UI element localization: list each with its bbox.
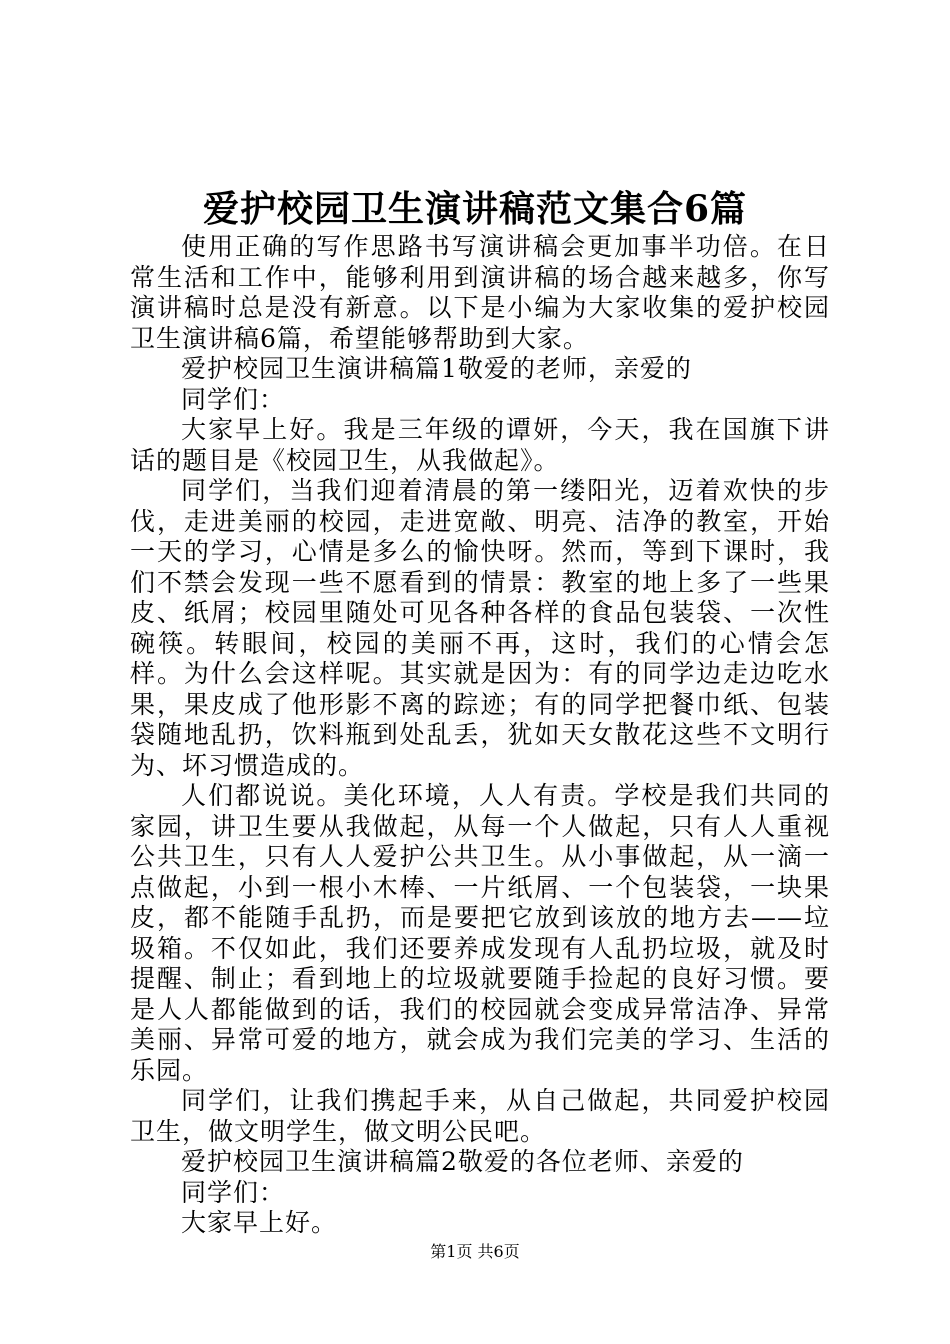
paragraph-intro: 使用正确的写作思路书写演讲稿会更加事半功倍。在日常生活和工作中，能够利用到演讲稿的场合越来越多，你写演讲稿时总是没有新意。以下是小编为大家收集的爱护校园卫生演讲稿6篇，希望能够帮助到大家。 — [130, 232, 830, 353]
document-body — [130, 232, 830, 1239]
paragraph-speech1-greeting: 大家早上好。我是三年级的谭妍，今天，我在国旗下讲话的题目是《校园卫生，从我做起》。 — [130, 415, 830, 475]
paragraph-speech1-salutation: 同学们： — [181, 384, 286, 414]
paragraph-speech1-body-1: 同学们，当我们迎着清晨的第一缕阳光，迈着欢快的步伐，走进美丽的校园，走进宽敞、明亮、洁净的教室，开始一天的学习，心情是多么的愉快呀。然而，等到下课时，我们不禁会发现一些不愿看到的情景：教室的地上多了一些果皮、纸屑；校园里随处可见各种各样的食品包装袋、一次性碗筷。转眼间，校园的美丽不再，这时，我们的心情会怎样。为什么会这样呢。其实就是因为：有的同学边走边吃水果，果皮成了他形影不离的踪迹；有的同学把餐巾纸、包装袋随地乱扔，饮料瓶到处乱丢，犹如天女散花这些不文明行为、坏习惯造成的。 — [130, 476, 830, 780]
paragraph-speech2-greeting: 大家早上好。 — [181, 1208, 338, 1237]
document-title: 爱护校园卫生演讲稿范文集合6篇 — [202, 188, 748, 230]
paragraph-speech1-body-2: 人们都说说。美化环境，人人有责。学校是我们共同的家园，讲卫生要从我做起，从每一个人做起，只有人人重视公共卫生，只有人人爱护公共卫生。从小事做起，从一滴一点做起，小到一根小木棒、一片纸屑、一个包装袋，一块果皮，都不能随手乱扔，而是要把它放到该放的地方去——垃圾箱。不仅如此，我们还要养成发现有人乱扔垃圾，就及时提醒、制止；看到地上的垃圾就要随手捡起的良好习惯。要是人人都能做到的话，我们的校园就会变成异常洁净、异常美丽、异常可爱的地方，就会成为我们完美的学习、生活的乐园。 — [130, 781, 830, 1085]
paragraph-speech1-heading: 爱护校园卫生演讲稿篇1敬爱的老师，亲爱的 — [181, 354, 692, 383]
page-footer: 第1页 共6页 — [430, 1242, 520, 1261]
paragraph-speech2-heading: 爱护校园卫生演讲稿篇2敬爱的各位老师、亲爱的 — [181, 1147, 744, 1176]
paragraph-speech1-closing: 同学们，让我们携起手来，从自己做起，共同爱护校园卫生，做文明学生，做文明公民吧。 — [130, 1086, 830, 1146]
paragraph-speech2-salutation: 同学们： — [181, 1177, 286, 1207]
